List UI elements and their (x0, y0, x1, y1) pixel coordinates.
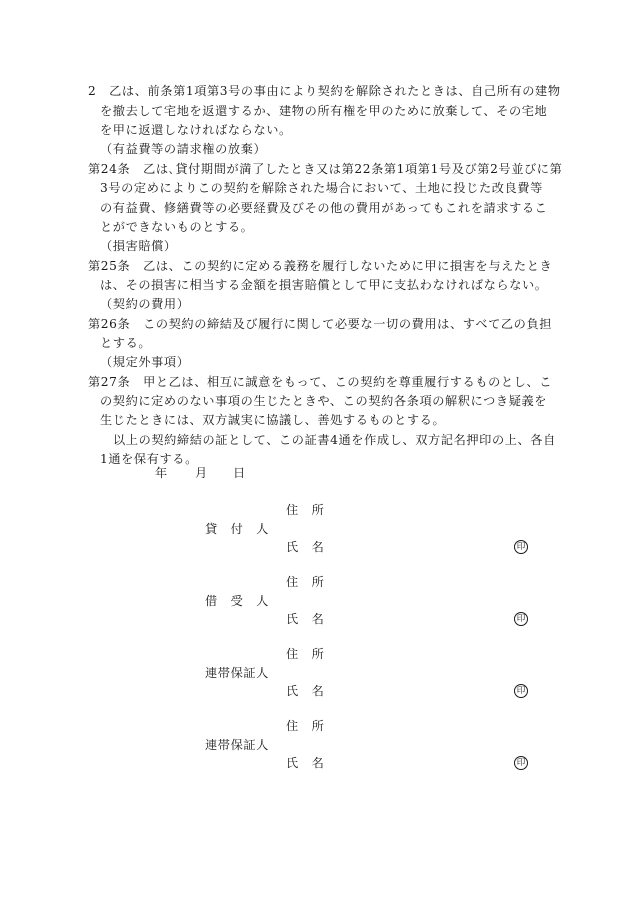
clause-24-line-1: 第24条 乙は､貸付期間が満了したとき又は第22条第1項第1号及び第2号並びに第 (88, 162, 563, 176)
heading-27: （規定外事項） (100, 355, 190, 369)
clause-26-line-1: 第26条 この契約の締結及び履行に関して必要な一切の費用は、すべて乙の負担 (88, 317, 553, 331)
party-2-name-label: 氏 名 (286, 612, 325, 626)
clause-25-line-1: 第25条 乙は、この契約に定める義務を履行しないために甲に損害を与えたとき (88, 259, 553, 273)
party-3-seal: 印 (514, 684, 528, 698)
date-year: 年 (155, 466, 168, 480)
party-1-role: 貸 付 人 (205, 522, 269, 536)
party-1-seal: 印 (514, 540, 528, 554)
date-month: 月 (195, 466, 208, 480)
party-4-role: 連帯保証人 (205, 738, 269, 752)
party-4-address-label: 住 所 (286, 719, 325, 733)
party-3-address-label: 住 所 (286, 647, 325, 661)
heading-25: （損害賠償） (100, 239, 177, 253)
party-2-role: 借 受 人 (205, 594, 269, 608)
closing-line-2: 1通を保有する。 (100, 452, 198, 466)
party-4-seal: 印 (514, 756, 528, 770)
party-3-role: 連帯保証人 (205, 666, 269, 680)
clause-27-line-3: 生じたときには、双方誠実に協議し、善処するものとする。 (100, 413, 446, 427)
party-1-address-label: 住 所 (286, 503, 325, 517)
party-3-name-label: 氏 名 (286, 684, 325, 698)
clause-24-line-2: 3号の定めによりこの契約を解除された場合において、土地に投じた改良費等 (100, 181, 543, 195)
clause-26-line-2: とする。 (100, 336, 152, 350)
party-2-address-label: 住 所 (286, 575, 325, 589)
heading-24: （有益費等の請求権の放棄） (100, 142, 267, 156)
clause-23-2-line-2: を撤去して宅地を返還するか、建物の所有権を甲のために放棄して、その宅地 (100, 104, 548, 118)
clause-23-2-line-3: を甲に返還しなければならない。 (100, 123, 292, 137)
date-day: 日 (233, 466, 246, 480)
clause-25-line-2: は、その損害に相当する金額を損害賠償として甲に支払わなければならない。 (100, 278, 548, 292)
clause-23-2-line-1: 2 乙は、前条第1項第3号の事由により契約を解除されたときは、自己所有の建物 (88, 84, 561, 98)
clause-24-line-3: の有益費、修繕費等の必要経費及びその他の費用があってもこれを請求するこ (100, 201, 548, 215)
party-4-name-label: 氏 名 (286, 756, 325, 770)
heading-26: （契約の費用） (100, 297, 190, 311)
clause-27-line-1: 第27条 甲と乙は、相互に誠意をもって、この契約を尊重履行するものとし、こ (88, 375, 553, 389)
closing-line-1: 以上の契約締結の証として、この証書4通を作成し、双方記名押印の上、各自 (113, 433, 556, 447)
clause-27-line-2: の契約に定めのない事項の生じたときや、この契約各条項の解釈につき疑義を (100, 394, 548, 408)
clause-24-line-4: とができないものとする。 (100, 220, 254, 234)
party-1-name-label: 氏 名 (286, 540, 325, 554)
party-2-seal: 印 (514, 612, 528, 626)
